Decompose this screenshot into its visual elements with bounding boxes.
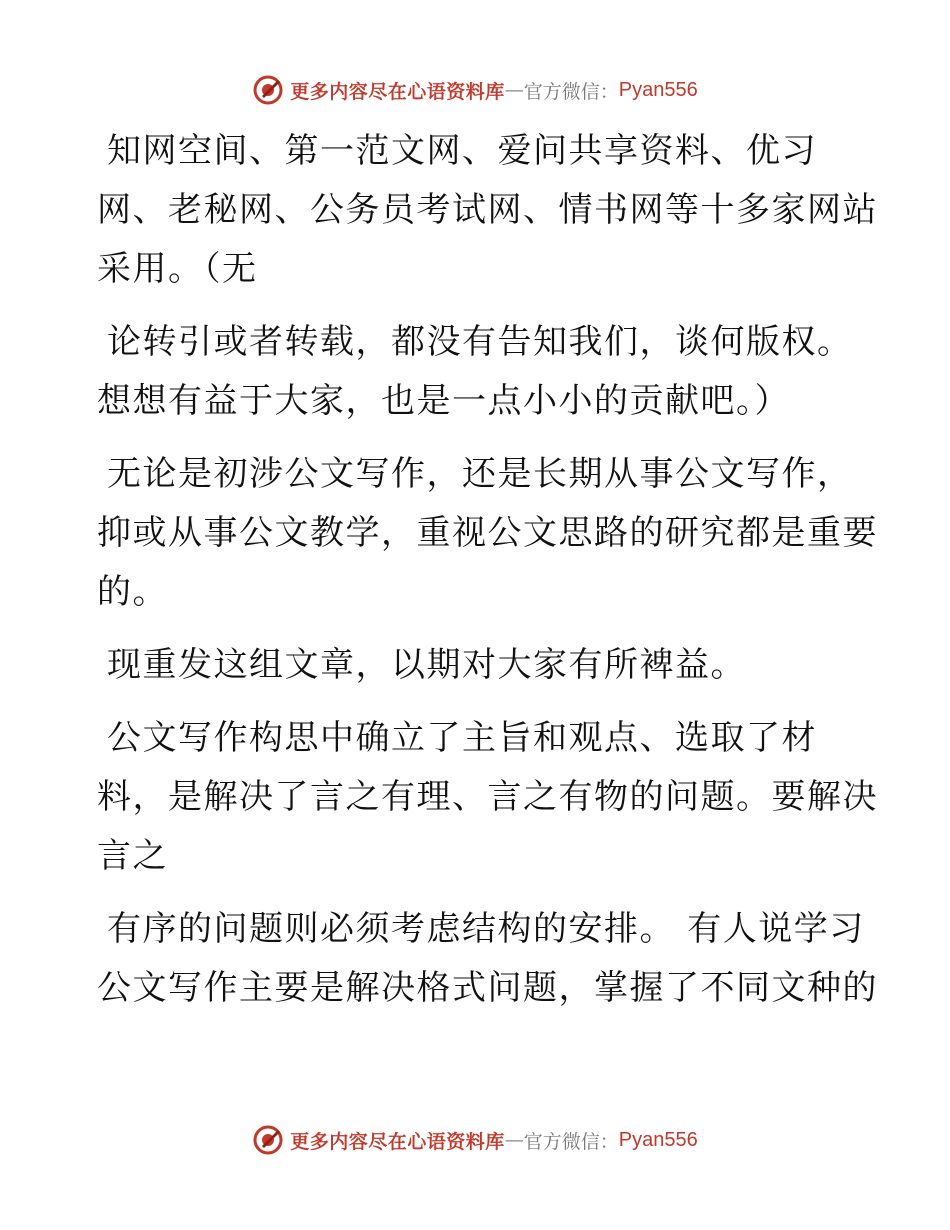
red-quill-seal-icon bbox=[252, 74, 284, 106]
header-wechat-label: 官方微信： bbox=[523, 80, 619, 103]
red-quill-seal-icon bbox=[252, 1124, 284, 1156]
text-line: 无论是初涉公文写作，还是长期从事公文写作， bbox=[107, 454, 853, 494]
header-separator: — bbox=[504, 79, 524, 101]
text-line: 采用。（无 bbox=[97, 249, 258, 289]
text-line: 公文写作构思中确立了主旨和观点、选取了材 bbox=[107, 718, 817, 758]
text-line: 论转引或者转载，都没有告知我们，谈何版权。 bbox=[107, 322, 853, 362]
text-line: 想想有益于大家，也是一点小小的贡献吧。） bbox=[97, 381, 790, 421]
text-line: 言之 bbox=[97, 836, 168, 876]
text-line: 网、老秘网、公务员考试网、情书网等十多家网站 bbox=[97, 190, 878, 230]
paragraph bbox=[97, 709, 878, 886]
text-line: 现重发这组文章，以期对大家有所裨益。 bbox=[107, 645, 746, 685]
paragraph bbox=[97, 636, 867, 695]
text-line: 有序的问题则必须考虑结构的安排。 有人说学习 bbox=[107, 909, 865, 949]
footer-separator: — bbox=[504, 1129, 524, 1151]
text-line: 抑或从事公文教学，重视公文思路的研究都是重要 bbox=[97, 513, 878, 553]
footer-site-text: 更多内容尽在心语资料库 bbox=[290, 1130, 505, 1153]
paragraph bbox=[97, 122, 878, 299]
header-wechat-id: Pyan556 bbox=[618, 78, 698, 101]
page-footer-banner bbox=[0, 1120, 950, 1160]
text-line: 公文写作主要是解决格式问题，掌握了不同文种的 bbox=[97, 968, 878, 1008]
text-line: 的。 bbox=[97, 572, 168, 612]
paragraph bbox=[97, 445, 878, 622]
text-line: 料，是解决了言之有理、言之有物的问题。要解决 bbox=[97, 777, 878, 817]
header-site-text: 更多内容尽在心语资料库 bbox=[290, 80, 505, 103]
page-header-banner bbox=[0, 70, 950, 110]
text-line: 知网空间、第一范文网、爱问共享资料、优习 bbox=[107, 131, 817, 171]
paragraph bbox=[97, 900, 878, 1018]
footer-wechat-label: 官方微信： bbox=[523, 1130, 619, 1153]
paragraph bbox=[97, 313, 867, 431]
document-body bbox=[97, 122, 878, 1032]
footer-wechat-id: Pyan556 bbox=[618, 1128, 698, 1151]
